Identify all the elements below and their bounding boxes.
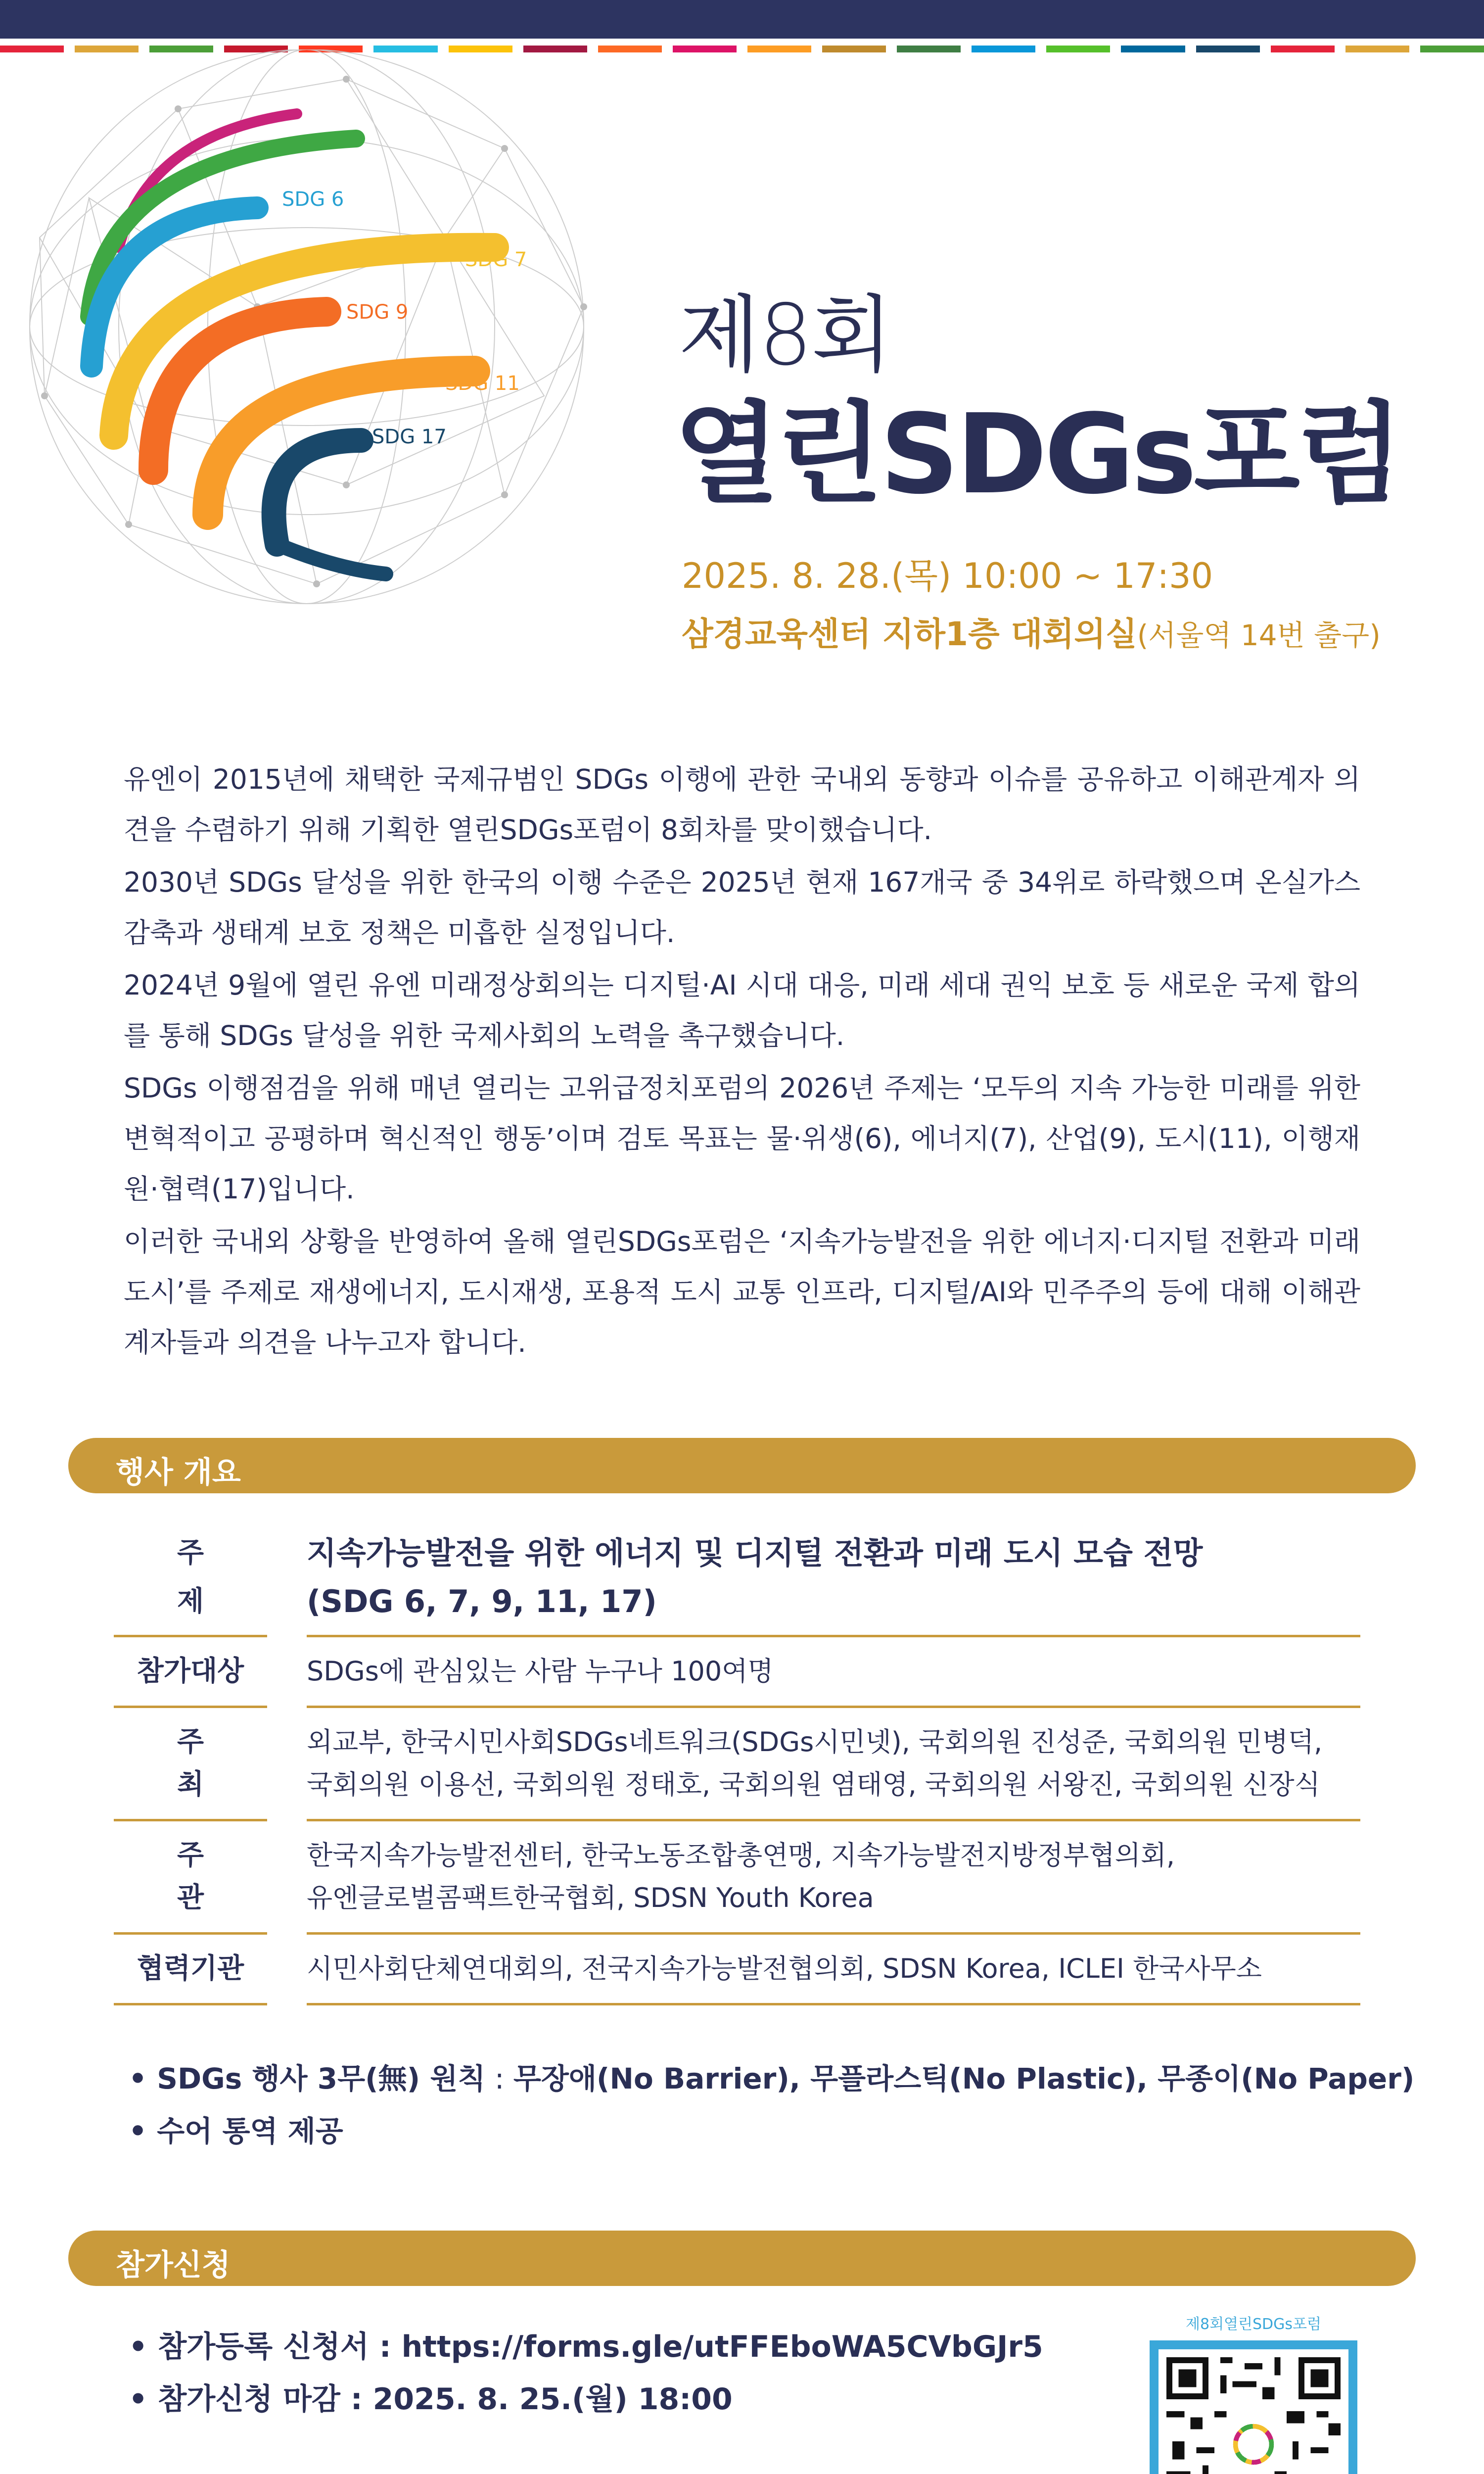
sdg6-label: SDG 6 (282, 188, 344, 211)
intro-paragraph: 2024년 9월에 열린 유엔 미래정상회의는 디지털·AI 시대 대응, 미래 세대 권익 보호 등 새로운 국제 합의를 통해 SDGs 달성을 위한 국제사회의 노력을 촉구했습니다. (124, 969, 1360, 1051)
overview-row-host (114, 1708, 1360, 1819)
sdg-arc-sdg17 (274, 440, 361, 544)
sdg7-label: SDG 7 (465, 248, 527, 271)
sdg-arc-magenta (119, 114, 297, 247)
registration-heading: 참가신청 (116, 2248, 231, 2283)
overview-row-partners (114, 1935, 1360, 2003)
overview-value: SDGs에 관심있는 사람 누구나 100여명 (307, 1656, 774, 1687)
note-label: • 수어 통역 제공 (129, 2114, 343, 2148)
event-date: 2025. 8. 28.(목) 10:00 ~ 17:30 (682, 556, 1213, 596)
event-edition: 제8회 (679, 286, 892, 384)
overview-value-line: 지속가능발전을 위한 에너지 및 디지털 전환과 미래 도시 모습 전망 (307, 1535, 1203, 1571)
overview-value-line: 국회의원 이용선, 국회의원 정태호, 국회의원 염태영, 국회의원 서왕진, 국회의원 신장식 (307, 1769, 1320, 1800)
event-title: 열린SDGs포럼 (674, 391, 1400, 519)
overview-value-line: 유엔글로벌콤팩트한국협회, SDSN Youth Korea (307, 1882, 874, 1913)
qr-code-graphic (1166, 2357, 1341, 2474)
overview-value-line: 한국지속가능발전센터, 한국노동조합총연맹, 지속가능발전지방정부협의회, (307, 1840, 1175, 1871)
overview-value (307, 1529, 1360, 1626)
intro-paragraph: 유엔이 2015년에 채택한 국제규범인 SDGs 이행에 관한 국내외 동향과 이슈를 공유하고 이해관계자 의견을 수렴하기 위해 기획한 열린SDGs포럼이 8회차를 맞이했습니다. (124, 763, 1360, 846)
sdg9-label: SDG 9 (346, 301, 409, 324)
overview-label: 주관 (177, 1839, 240, 1914)
overview-label: 주제 (177, 1537, 240, 1618)
overview-heading-bar (68, 1438, 1416, 1493)
overview-row-theme (114, 1529, 1360, 1635)
event-notes (129, 2052, 1414, 2157)
overview-value: 시민사회단체연대회의, 전국지속가능발전협의회, SDSN Korea, ICLEI 한국사무소 (307, 1953, 1262, 1984)
note-label: • SDGs 행사 3무(無) 원칙 (129, 2062, 486, 2095)
registration-info (129, 2321, 1043, 2426)
overview-table (114, 1529, 1360, 2005)
note-sign-language (129, 2105, 1414, 2157)
event-venue (682, 608, 1381, 655)
intro-paragraph: SDGs 이행점검을 위해 매년 열리는 고위급정치포럼의 2026년 주제는 ‘모두의 지속 가능한 미래를 위한 변혁적이고 공평하며 혁신적인 행동’이며 검토 목표는 물·위생(6), 에너지(7), 산업(9), 도시(11), 이행재원·협력(17)입니다. (124, 1072, 1360, 1205)
overview-heading: 행사 개요 (116, 1455, 241, 1490)
overview-label: 협력기관 (137, 1952, 244, 1985)
note-separator: : (485, 2062, 513, 2095)
intro-paragraph: 이러한 국내외 상황을 반영하여 올해 열린SDGs포럼은 ‘지속가능발전을 위한 에너지·디지털 전환과 미래 도시’를 주제로 재생에너지, 도시재생, 포용적 도시 교통 인프라, 디지털/AI와 민주주의 등에 대해 이해관계자들과 의견을 나누고자 합니다. (124, 1226, 1360, 1358)
note-value: 무장애(No Barrier), 무플라스틱(No Plastic), 무종이(No Paper) (513, 2062, 1415, 2095)
sdg17-label: SDG 17 (372, 426, 447, 448)
registration-qr-code[interactable] (1150, 2340, 1357, 2474)
top-banner-bar (0, 0, 1484, 39)
overview-value-line: 외교부, 한국시민사회SDGs네트워크(SDGs시민넷), 국회의원 진성준, 국회의원 민병덕, (307, 1726, 1323, 1758)
sdg-globe-svg (0, 49, 643, 614)
venue-name: 삼경교육센터 지하1층 대회의실 (682, 615, 1137, 653)
overview-value (307, 1834, 1360, 1919)
overview-value-line: (SDG 6, 7, 9, 11, 17) (307, 1583, 657, 1619)
intro-text (124, 754, 1360, 1370)
overview-value (307, 1721, 1360, 1806)
qr-caption: 제8회열린SDGs포럼 (1186, 2316, 1321, 2333)
overview-divider (114, 2003, 1360, 2005)
overview-label: 참가대상 (137, 1655, 244, 1687)
registration-heading-bar (68, 2231, 1416, 2286)
overview-row-organizer (114, 1821, 1360, 1932)
sdg-globe-illustration (0, 49, 643, 614)
registration-form-link[interactable]: • 참가등록 신청서 : https://forms.gle/utFFEboWA5CVbGJr5 (129, 2330, 1043, 2364)
note-three-no-principle (129, 2052, 1414, 2105)
intro-paragraph: 2030년 SDGs 달성을 위한 한국의 이행 수준은 2025년 현재 167개국 중 34위로 하락했으며 온실가스 감축과 생태계 보호 정책은 미흡한 실정입니다. (124, 866, 1360, 949)
venue-note: (서울역 14번 출구) (1137, 618, 1381, 652)
sdg11-label: SDG 11 (445, 372, 520, 395)
overview-row-audience (114, 1637, 1360, 1706)
overview-label: 주최 (177, 1726, 240, 1801)
registration-deadline: • 참가신청 마감 : 2025. 8. 25.(월) 18:00 (129, 2382, 733, 2417)
